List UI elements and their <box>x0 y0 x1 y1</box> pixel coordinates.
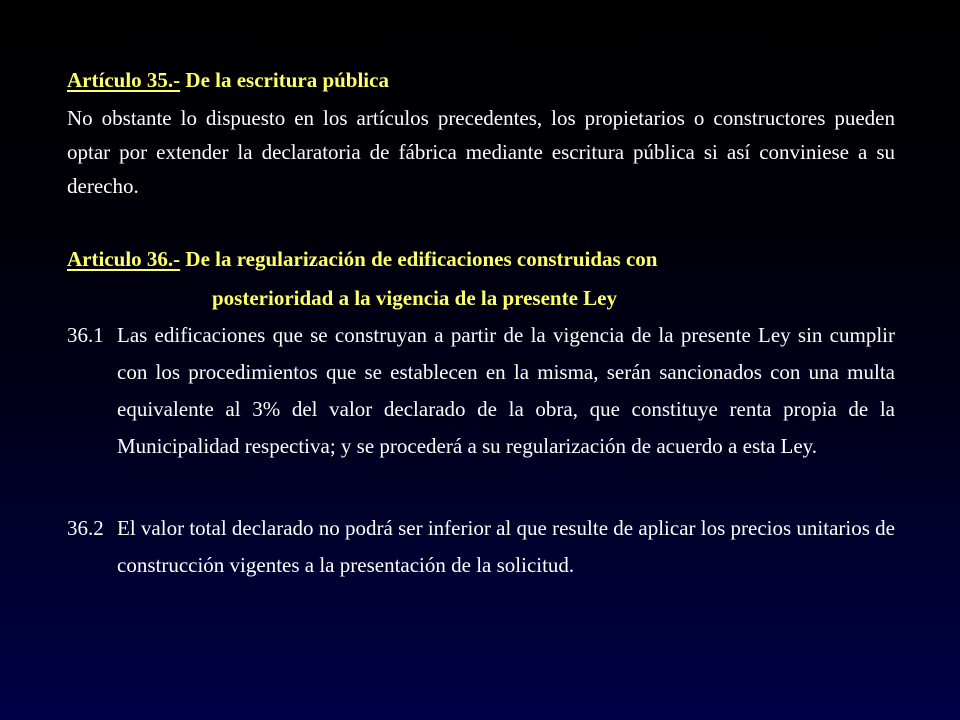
item-text: Las edificaciones que se construyan a partir de la vigencia de la presente Ley sin cumplir con los procedimientos que se establecen en la misma, serán sancionados con una multa equivalente al 3% del valor declarado de la obra, que constituye renta propia de la Municipalidad respectiva; y se procederá a su regularización de acuerdo a esta Ley. <box>117 323 895 458</box>
item-text: El valor total declarado no podrá ser inferior al que resulte de aplicar los precios unitarios de construcción vigentes a la presentación de la solicitud. <box>117 516 895 577</box>
article-35-body: No obstante lo dispuesto en los artículos precedentes, los propietarios o constructores pueden optar por extender la declaratoria de fábrica mediante escritura pública si así conviniese a su derecho. <box>67 106 895 198</box>
article-35-heading <box>67 70 389 91</box>
article-36-title-line1: De la regularización de edificaciones construidas con <box>180 247 658 271</box>
article-36-item-1 <box>67 317 895 465</box>
item-number: 36.1 <box>67 323 104 347</box>
article-36-heading <box>67 249 657 270</box>
article-36-title-line2: posterioridad a la vigencia de la presente Ley <box>212 286 617 310</box>
article-36-item-2 <box>67 510 895 584</box>
article-36-number: Articulo 36.- <box>67 247 181 271</box>
article-35-number: Artículo 35.- <box>67 68 181 92</box>
item-number: 36.2 <box>67 516 104 540</box>
article-35-title: De la escritura pública <box>180 68 389 92</box>
